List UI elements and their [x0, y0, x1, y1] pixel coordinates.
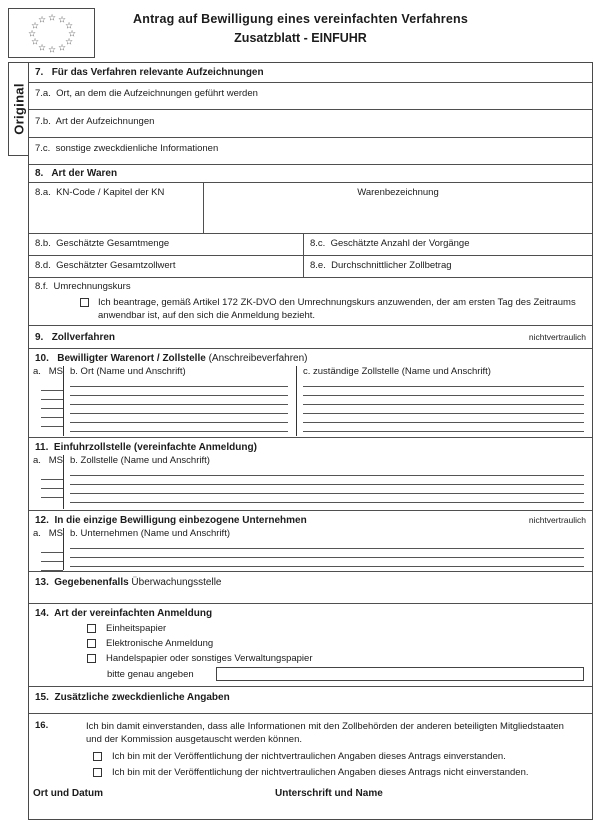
- write-line: [70, 405, 288, 414]
- field-8d-label: Geschätzter Gesamtzollwert: [56, 260, 176, 271]
- form-title: [0, 12, 601, 45]
- star-icon: ☆: [57, 14, 67, 25]
- section8-number: 8.: [35, 168, 44, 179]
- write-line: [41, 391, 63, 400]
- section9-title: Zollverfahren: [51, 331, 116, 343]
- section10-title: Bewilligter Warenort / Zollstelle: [57, 353, 206, 364]
- field-8b-8c-row: [29, 234, 592, 256]
- write-line: [303, 405, 584, 414]
- section15-row[interactable]: [29, 687, 592, 714]
- handelspapier-checkbox[interactable]: [87, 654, 96, 663]
- specify-input[interactable]: [216, 667, 584, 681]
- section14-title: Art der vereinfachten Anmeldung: [54, 608, 213, 619]
- publication-disagree-checkbox[interactable]: [93, 768, 102, 777]
- star-icon: ☆: [47, 12, 57, 23]
- field-7c-label: sonstige zweckdienliche Informationen: [55, 143, 219, 154]
- star-icon: ☆: [27, 28, 37, 39]
- publication-agree-checkbox[interactable]: [93, 752, 102, 761]
- field-7b-row[interactable]: [29, 110, 592, 138]
- section16-statement: Ich bin damit einverstanden, dass alle Informationen mit den Zollbehörden der anderen beteiligten Mitgliedstaaten und der Kommission ausgetauscht werden können.: [86, 721, 564, 745]
- star-icon: ☆: [37, 42, 47, 53]
- elektronische-anmeldung-checkbox[interactable]: [87, 639, 96, 648]
- field-8c-label: Geschätzte Anzahl der Vorgänge: [330, 238, 470, 249]
- write-line: [41, 480, 63, 489]
- section11-ms-column[interactable]: [29, 455, 64, 509]
- write-line: [41, 489, 63, 498]
- write-line: [303, 387, 584, 396]
- field-7a-row[interactable]: [29, 83, 592, 110]
- section11-col-b-label: b. Zollstelle (Name und Anschrift): [70, 455, 210, 466]
- star-icon: ☆: [57, 42, 67, 53]
- field-8f-label: Umrechnungskurs: [53, 281, 131, 292]
- star-icon: ☆: [67, 28, 77, 39]
- star-icon: ☆: [64, 20, 74, 31]
- section11-zollstelle-column[interactable]: [64, 455, 592, 509]
- field-8e-label: Durchschnittlicher Zollbetrag: [331, 260, 452, 271]
- section10-ms-column[interactable]: [29, 366, 64, 436]
- write-line: [303, 414, 584, 423]
- write-line: [70, 549, 584, 558]
- umrechnungskurs-checkbox[interactable]: [80, 298, 89, 307]
- write-line: [70, 414, 288, 423]
- section8-header: [29, 165, 592, 183]
- umrechnungskurs-checkbox-label: Ich beantrage, gemäß Artikel 172 ZK-DVO den Umrechnungskurs anzuwenden, der am ersten Tag des Zeitraums anwendbar ist, auf den sich die Anmeldung bezieht.: [98, 297, 576, 321]
- field-7c-number: 7.c.: [35, 143, 51, 154]
- copy-label-box: [8, 62, 29, 156]
- section10-col-c-label: c. zuständige Zollstelle (Name und Anschrift): [303, 366, 491, 377]
- section15-number: 15.: [35, 692, 49, 703]
- section12-unternehmen-column[interactable]: [64, 528, 592, 570]
- write-line: [41, 471, 63, 480]
- star-icon: ☆: [47, 44, 57, 55]
- field-8e[interactable]: [304, 256, 592, 277]
- section12-row: [29, 511, 592, 572]
- write-line: [70, 494, 584, 503]
- write-line: [41, 553, 63, 562]
- handelspapier-label: Handelspapier oder sonstiges Verwaltungspapier: [106, 653, 313, 664]
- section11-col-a-label: a.: [33, 455, 41, 466]
- section15-title: Zusätzliche zweckdienliche Angaben: [54, 692, 230, 703]
- write-line: [70, 423, 288, 432]
- section10-number: 10.: [35, 353, 49, 364]
- section10-col-b-label: b. Ort (Name und Anschrift): [70, 366, 186, 377]
- write-line: [41, 400, 63, 409]
- section7-title: Für das Verfahren relevante Aufzeichnungen: [51, 67, 264, 78]
- section10-col-a-label: a.: [33, 366, 41, 377]
- specify-label: bitte genau angeben: [107, 668, 194, 680]
- section11-row: [29, 438, 592, 511]
- form-title-line1: Antrag auf Bewilligung eines vereinfachten Verfahrens: [133, 12, 468, 26]
- write-line: [70, 476, 584, 485]
- field-7a-label: Ort, an dem die Aufzeichnungen geführt werden: [56, 88, 258, 99]
- einheitspapier-checkbox[interactable]: [87, 624, 96, 633]
- application-form: [28, 62, 593, 820]
- section11-number: 11.: [35, 442, 49, 453]
- write-line: [41, 382, 63, 391]
- section10-zollstelle-column[interactable]: [297, 366, 592, 436]
- publication-agree-label: Ich bin mit der Veröffentlichung der nichtvertraulichen Angaben dieses Antrags einverstanden.: [112, 751, 506, 762]
- field-8d-8e-row: [29, 256, 592, 278]
- signature-name-label: Unterschrift und Name: [275, 788, 383, 799]
- section10-title-suffix: (Anschreibeverfahren): [205, 353, 308, 364]
- write-line: [70, 485, 584, 494]
- section10-row: [29, 349, 592, 438]
- section8-title: Art der Waren: [51, 168, 118, 179]
- section12-nonconfidential-flag: nichtvertraulich: [528, 515, 586, 525]
- field-8c[interactable]: [304, 234, 592, 255]
- section13-title-rest: Überwachungsstelle: [128, 577, 222, 588]
- section7-number: 7.: [35, 67, 44, 78]
- field-8a-warenbezeichnung[interactable]: [204, 183, 592, 233]
- field-7a-number: 7.a.: [35, 88, 51, 99]
- section14-number: 14.: [35, 608, 49, 619]
- write-line: [303, 396, 584, 405]
- section12-ms-column[interactable]: [29, 528, 64, 570]
- star-icon: ☆: [64, 36, 74, 47]
- write-line: [70, 558, 584, 567]
- section11-col-ms-label: MS: [48, 455, 63, 466]
- field-8a-label: KN-Code / Kapitel der KN: [56, 187, 165, 198]
- field-7b-label: Art der Aufzeichnungen: [55, 116, 155, 127]
- star-icon: ☆: [30, 20, 40, 31]
- section12-title: In die einzige Bewilligung einbezogene Unternehmen: [54, 515, 307, 526]
- write-line: [70, 396, 288, 405]
- write-line: [41, 409, 63, 418]
- write-line: [70, 540, 584, 549]
- field-7b-number: 7.b.: [35, 116, 51, 127]
- field-8f-number: 8.f.: [35, 281, 49, 292]
- field-8d[interactable]: [29, 256, 304, 277]
- section9-row[interactable]: [29, 326, 592, 349]
- field-8a-kn-code[interactable]: [29, 183, 204, 233]
- field-8c-number: 8.c.: [310, 238, 326, 249]
- copy-label: Original: [11, 83, 26, 135]
- field-7c-row[interactable]: [29, 138, 592, 165]
- section11-title: Einfuhrzollstelle (vereinfachte Anmeldung): [53, 442, 257, 453]
- section13-row[interactable]: [29, 572, 592, 604]
- section7-header: [29, 63, 592, 83]
- section12-col-b-label: b. Unternehmen (Name und Anschrift): [70, 528, 230, 539]
- elektronische-anmeldung-label: Elektronische Anmeldung: [106, 638, 214, 649]
- section14-row: [29, 604, 592, 687]
- write-line: [41, 544, 63, 553]
- field-8f-row: [29, 278, 592, 326]
- section9-number: 9.: [35, 331, 44, 343]
- field-8e-number: 8.e.: [310, 260, 326, 271]
- field-8a-right-label: Warenbezeichnung: [357, 187, 439, 198]
- section12-col-ms-label: MS: [48, 528, 63, 539]
- write-line: [70, 467, 584, 476]
- star-icon: ☆: [37, 14, 47, 25]
- section12-col-a-label: a.: [33, 528, 41, 539]
- publication-disagree-label: Ich bin mit der Veröffentlichung der nichtvertraulichen Angaben dieses Antrags nicht einverstanden.: [112, 767, 529, 778]
- write-line: [70, 387, 288, 396]
- star-icon: ☆: [30, 36, 40, 47]
- write-line: [41, 562, 63, 571]
- section16-row: [29, 714, 592, 819]
- place-date-label: Ort und Datum: [33, 788, 103, 799]
- section12-number: 12.: [35, 515, 49, 526]
- section9-nonconfidential-flag: nichtvertraulich: [528, 332, 586, 342]
- field-8b-number: 8.b.: [35, 238, 51, 249]
- field-8a-number: 8.a.: [35, 187, 51, 198]
- einheitspapier-label: Einheitspapier: [106, 623, 167, 634]
- section13-title-bold: Gegebenenfalls: [54, 577, 129, 588]
- section10-ort-column[interactable]: [64, 366, 297, 436]
- write-line: [41, 418, 63, 427]
- field-8a-row: [29, 183, 592, 234]
- form-title-line2: Zusatzblatt - EINFUHR: [234, 31, 367, 45]
- write-line: [303, 378, 584, 387]
- section13-number: 13.: [35, 577, 49, 588]
- field-8b-label: Geschätzte Gesamtmenge: [56, 238, 170, 249]
- section16-number: 16.: [35, 720, 49, 731]
- write-line: [303, 423, 584, 432]
- section10-col-ms-label: MS: [48, 366, 63, 377]
- field-8b[interactable]: [29, 234, 304, 255]
- write-line: [70, 378, 288, 387]
- field-8d-number: 8.d.: [35, 260, 51, 271]
